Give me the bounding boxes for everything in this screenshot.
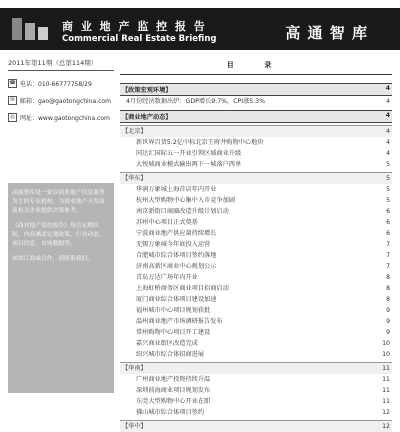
toc-subsection[interactable] (120, 420, 392, 432)
toc-page-number: 4 (385, 112, 390, 119)
toc-entry[interactable] (120, 137, 392, 148)
toc-entry-title: 常州购物中心项目开工建设 (136, 329, 211, 336)
toc-page-number: 11 (382, 376, 390, 383)
toc-page-number: 4 (386, 150, 390, 157)
toc-page-number: 6 (386, 208, 390, 215)
toc-page-number: 9 (386, 329, 390, 336)
toc-entry[interactable] (120, 206, 392, 217)
toc-entry-title: 【华南】 (122, 365, 147, 372)
intro-paragraph: 《商业地产监控报告》每月定期出版，内容涵盖宏观政策、行业动态、项目信息、市场数据等。 (12, 223, 105, 247)
logo (8, 14, 52, 44)
toc-page-number: 5 (386, 186, 390, 193)
toc-entry-title: 【华东】 (122, 175, 147, 182)
toc-page-number: 5 (386, 175, 390, 182)
toc-section[interactable] (120, 83, 392, 96)
table-of-contents (120, 60, 392, 432)
toc-page-number: 5 (386, 197, 390, 204)
toc-entry-title: 苏州中心项目正式奠基 (136, 219, 198, 226)
toc-page-number: 8 (386, 285, 390, 292)
issue-line: 2011年第11期（总第114期） (8, 58, 114, 71)
toc-page-number: 4 (386, 98, 390, 105)
toc-entry-title: 杭州大型购物中心集中入市竞争加剧 (136, 197, 235, 204)
toc-page-number: 10 (382, 340, 390, 347)
intro-paragraph: 如需订阅或合作，请联系我们。 (12, 256, 94, 262)
toc-page-number: 7 (386, 263, 390, 270)
mail-icon: ✉ (8, 96, 17, 105)
toc-entry[interactable] (120, 96, 392, 107)
report-header (0, 8, 400, 50)
toc-page-number: 9 (386, 307, 390, 314)
toc-page-number: 7 (386, 241, 390, 248)
toc-entry-title: 南京新街口商圈改造升级计划启动 (136, 208, 229, 215)
toc-subsection[interactable] (120, 362, 392, 374)
toc-entry-title: 济南高新区商业中心规划公示 (136, 263, 217, 270)
website-text[interactable]: 网址：www.gaotongchina.com (20, 115, 110, 122)
toc-entry[interactable] (120, 407, 392, 418)
intro-paragraph: 高通智库是一家以商业地产信息服务为主的专业机构，为商业地产开发商及相关企业提供决策参考。 (12, 190, 105, 214)
toc-entry[interactable] (120, 385, 392, 396)
toc-page-number: 8 (386, 274, 390, 281)
toc-entry[interactable] (120, 396, 392, 407)
toc-entry[interactable] (120, 283, 392, 294)
toc-entry[interactable] (120, 148, 392, 159)
toc-entry-title: 同达汇国际五一开业引领区域商业升级 (136, 150, 242, 157)
email-text[interactable]: 邮箱：gao@gaotongchina.com (20, 98, 111, 105)
toc-list (120, 83, 392, 432)
toc-page-number: 4 (386, 128, 390, 135)
toc-page-number: 11 (382, 365, 390, 372)
toc-subsection[interactable] (120, 172, 392, 184)
toc-entry-title: 宁波商业地产供应量持续增长 (136, 230, 217, 237)
intro-box (8, 183, 114, 393)
toc-page-number: 6 (386, 219, 390, 226)
toc-page-number: 9 (386, 318, 390, 325)
toc-entry[interactable] (120, 316, 392, 327)
toc-entry-title: 【商业地产动态】 (122, 114, 172, 121)
toc-entry-title: 绍兴城市综合体招商进展 (136, 351, 205, 358)
left-column (8, 58, 114, 262)
toc-heading: 目 录 (120, 60, 392, 75)
phone-icon: ☎ (9, 80, 16, 86)
toc-entry[interactable] (120, 184, 392, 195)
toc-entry-title: 深圳前海商业项目规划发布 (136, 387, 211, 394)
toc-entry[interactable] (120, 217, 392, 228)
toc-entry[interactable] (120, 294, 392, 305)
toc-page-number: 12 (382, 423, 390, 430)
toc-page-number: 7 (386, 252, 390, 259)
toc-entry[interactable] (120, 250, 392, 261)
toc-entry[interactable] (120, 305, 392, 316)
toc-section[interactable] (120, 110, 392, 123)
toc-entry-title: 【华中】 (122, 423, 147, 430)
toc-entry[interactable] (120, 327, 392, 338)
report-title-cn: 商 业 地 产 监 控 报 告 (62, 20, 207, 33)
toc-entry-title: 上海虹桥商务区商业项目招商启动 (136, 285, 229, 292)
toc-page-number: 11 (382, 387, 390, 394)
contact-website[interactable] (8, 113, 114, 122)
toc-entry-title: 4月份经济数据出炉：GDP增长9.7%，CPI涨5.3% (126, 98, 265, 105)
toc-entry-title: 东莞大型购物中心开业在即 (136, 398, 211, 405)
phone-text: 电话：010-66777758/29 (20, 81, 92, 88)
toc-entry[interactable] (120, 159, 392, 170)
toc-entry[interactable] (120, 349, 392, 360)
toc-entry-title: 合肥城市综合体项目签约落地 (136, 252, 217, 259)
toc-subsection[interactable] (120, 125, 392, 137)
toc-entry-title: 无锡万象城今年底投入运营 (136, 241, 211, 248)
toc-entry-title: 福州城市中心项目规划获批 (136, 307, 211, 314)
toc-page-number: 6 (386, 230, 390, 237)
contact-phone (8, 79, 114, 88)
toc-entry-title: 温州商业地产市场调研报告发布 (136, 318, 223, 325)
toc-entry[interactable] (120, 261, 392, 272)
toc-entry-title: 【政策宏观环境】 (122, 87, 172, 94)
contact-email[interactable] (8, 96, 114, 105)
toc-entry-title: 新世界百货5.2亿中标北京王府井购物中心地块 (136, 139, 264, 146)
toc-entry-title: 大悦城商业模式输出再下一城落户西单 (136, 161, 242, 168)
toc-entry[interactable] (120, 272, 392, 283)
toc-entry-title: 嘉兴商业街区改造完成 (136, 340, 198, 347)
logo-mark-icon (8, 14, 52, 44)
globe-icon: ◎ (8, 113, 17, 122)
brand-name: 高 通 智 库 (285, 24, 368, 42)
toc-entry-title: 厦门商业综合体项目建设加速 (136, 296, 217, 303)
toc-entry-title: 华润万象城上海首店年内开业 (136, 186, 217, 193)
toc-page-number: 11 (382, 398, 390, 405)
toc-page-number: 4 (385, 85, 390, 92)
toc-entry-title: 佛山城市综合体项目签约 (136, 409, 205, 416)
toc-page-number: 12 (382, 409, 390, 416)
toc-entry[interactable] (120, 338, 392, 349)
report-title-en: Commercial Real Estate Briefing (62, 34, 217, 44)
toc-entry[interactable] (120, 239, 392, 250)
toc-page-number: 5 (386, 161, 390, 168)
toc-page-number: 10 (382, 351, 390, 358)
toc-entry[interactable] (120, 228, 392, 239)
toc-page-number: 4 (386, 139, 390, 146)
toc-entry-title: 青岛万达广场年内开业 (136, 274, 198, 281)
toc-page-number: 8 (386, 296, 390, 303)
toc-entry[interactable] (120, 374, 392, 385)
toc-entry-title: 【北京】 (122, 128, 147, 135)
toc-entry-title: 广州商业地产投资持续升温 (136, 376, 211, 383)
toc-entry[interactable] (120, 195, 392, 206)
